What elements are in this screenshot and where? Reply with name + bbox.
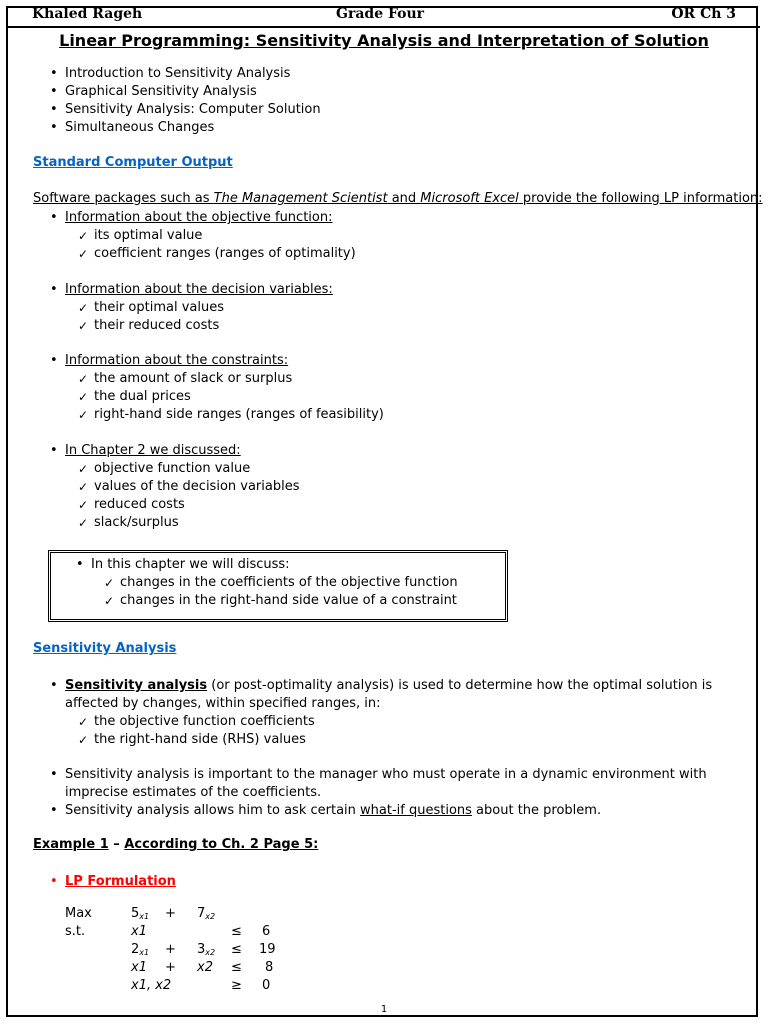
check-item: ✓ the amount of slack or surplus	[33, 370, 733, 388]
lead-text: and	[387, 191, 421, 206]
standard-output-lead	[33, 191, 763, 206]
lp-heading	[33, 873, 433, 891]
page-title: Linear Programming: Sensitivity Analysis and Interpretation of Solution	[59, 31, 709, 50]
sensitivity-notes	[33, 766, 733, 820]
header-chapter: OR Ch 3	[671, 6, 736, 22]
box-label: • In this chapter we will discuss:	[59, 556, 499, 574]
coef: 7	[197, 906, 206, 921]
list-item: • Graphical Sensitivity Analysis	[33, 83, 321, 101]
group-objective	[33, 209, 733, 263]
check-item: ✓ changes in the right-hand side value of a constraint	[59, 592, 499, 610]
lead-software-1: The Management Scientist	[213, 191, 388, 206]
check-item: ✓ their optimal values	[33, 299, 733, 317]
lp-c2-op: ≤	[231, 942, 242, 957]
example-dash: –	[108, 837, 125, 852]
lp-formulation-label: LP Formulation	[65, 874, 176, 889]
lp-c4-rhs: 0	[262, 978, 271, 993]
group-label: In Chapter 2 we discussed:	[65, 443, 241, 458]
check-item: ✓ the objective function coefficients	[33, 713, 733, 731]
check-item: ✓ right-hand side ranges (ranges of feasibility)	[33, 406, 733, 424]
lead-text: provide the following LP information:	[518, 191, 763, 206]
check-item: ✓ slack/surplus	[33, 514, 733, 532]
list-item: • Sensitivity Analysis: Computer Solution	[33, 101, 321, 119]
example-ref: According to Ch. 2 Page 5:	[124, 837, 319, 852]
var: x2	[205, 912, 216, 921]
lp-c3-op: ≤	[231, 960, 242, 975]
group-label: Information about the constraints:	[65, 353, 289, 368]
check-item: ✓ changes in the coefficients of the objective function	[59, 574, 499, 592]
lp-c3-term-2: x2	[197, 960, 213, 975]
group-constraints	[33, 352, 733, 424]
lp-c2-rhs: 19	[259, 942, 276, 957]
group-chapter2	[33, 442, 733, 532]
note-text: about the problem.	[471, 803, 602, 818]
sensitivity-definition	[33, 677, 733, 749]
group-label: Information about the decision variables:	[65, 282, 333, 297]
var: x1	[139, 912, 150, 921]
note-text: Sensitivity analysis allows him to ask certain	[65, 803, 361, 818]
lp-c3-rhs: 8	[265, 960, 274, 975]
coef: 3	[197, 942, 206, 957]
intro-list	[33, 65, 321, 137]
heading-sensitivity: Sensitivity Analysis	[33, 641, 177, 656]
list-item: • Simultaneous Changes	[33, 119, 321, 137]
example-label: Example 1	[33, 837, 109, 852]
group-label: Information about the objective function:	[65, 210, 333, 225]
heading-standard-output: Standard Computer Output	[33, 155, 233, 170]
coef: 2	[131, 942, 140, 957]
check-item: ✓ objective function value	[33, 460, 733, 478]
chapter-scope-box	[48, 550, 508, 622]
lp-c1-rhs: 6	[262, 924, 271, 939]
check-item: ✓ coefficient ranges (ranges of optimality)	[33, 245, 733, 263]
lp-c1-lhs: x1	[131, 924, 147, 939]
check-item: ✓ reduced costs	[33, 496, 733, 514]
header-author: Khaled Rageh	[32, 6, 143, 22]
coef: 5	[131, 906, 140, 921]
example-heading	[33, 837, 318, 852]
var: x2	[205, 948, 216, 957]
check-item: ✓ the right-hand side (RHS) values	[33, 731, 733, 749]
header-grade: Grade Four	[336, 6, 425, 22]
lp-c1-op: ≤	[231, 924, 242, 939]
what-if-term: what-if questions	[360, 803, 472, 818]
var: x1	[139, 948, 150, 957]
lp-max-label: Max	[65, 906, 92, 921]
check-item: ✓ values of the decision variables	[33, 478, 733, 496]
lp-st-label: s.t.	[65, 924, 86, 939]
list-item	[33, 802, 733, 820]
definition-text: (or post-optimality analysis) is used to determine how the optimal solution is affected by changes, within specified ranges, in:	[65, 678, 713, 711]
check-item: ✓ their reduced costs	[33, 317, 733, 335]
lead-text: Software packages such as	[33, 191, 214, 206]
lead-software-2: Microsoft Excel	[420, 191, 519, 206]
header-rule	[6, 26, 760, 28]
lp-obj-term-2	[197, 905, 215, 926]
lp-obj-plus: +	[165, 906, 176, 921]
list-item: • Sensitivity analysis is important to the manager who must operate in a dynamic environment with imprecise estimates of the coefficients.	[33, 766, 733, 802]
list-item: • Introduction to Sensitivity Analysis	[33, 65, 321, 83]
lp-c3-plus: +	[165, 960, 176, 975]
lp-c4-lhs: x1, x2	[131, 978, 172, 993]
group-variables	[33, 281, 733, 335]
lp-c3-term-1: x1	[131, 960, 147, 975]
check-item: ✓ its optimal value	[33, 227, 733, 245]
term-sensitivity-analysis: Sensitivity analysis	[65, 678, 208, 693]
lp-c4-op: ≥	[231, 978, 242, 993]
page-number: 1	[380, 1004, 388, 1015]
lp-c2-plus: +	[165, 942, 176, 957]
check-item: ✓ the dual prices	[33, 388, 733, 406]
